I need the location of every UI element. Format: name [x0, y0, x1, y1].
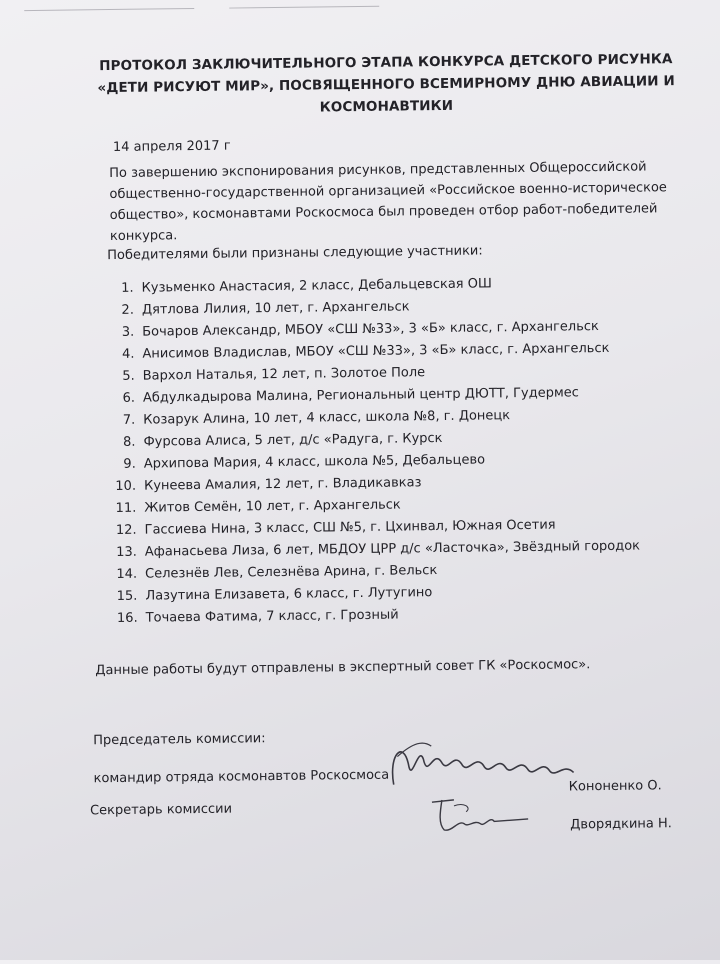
winners-list: [106, 271, 670, 630]
list-item: 2. Дятлова Лилия, 10 лет, г. Архангельск: [121, 299, 410, 318]
list-item: 6. Абдулкадырова Малина, Региональный центр ДЮТТ, Гудермес: [122, 385, 579, 406]
list-item: 12. Гассиева Нина, 3 класс, СШ №5, г. Цхинвал, Южная Осетия: [115, 517, 556, 538]
top-edge-line: [24, 8, 194, 11]
list-item: 16. Точаева Фатима, 7 класс, г. Грозный: [116, 607, 399, 626]
list-item: 14. Селезнёв Лев, Селезнёва Арина, г. Вельск: [116, 563, 438, 582]
list-item: 15. Лазутина Елизавета, 6 класс, г. Лутугино: [116, 585, 433, 604]
secretary-signature: [424, 793, 535, 839]
list-item: 4. Анисимов Владислав, МБОУ «СШ №33», 3 «Б» класс, г. Архангельск: [121, 340, 610, 362]
intro-paragraph: По завершению экспонирования рисунков, представленных Общероссийской общественно-государственной организацией «Российское военно-историческое общество», космонавтами Роскосмоса был проведен отбор работ-победителей конкурса.: [109, 159, 667, 245]
top-edge-line: [229, 6, 379, 9]
list-item: 11. Житов Семён, 10 лет, г. Архангельск: [115, 497, 401, 516]
list-item: 3. Бочаров Александр, МБОУ «СШ №33», 3 «Б» класс, г. Архангельск: [121, 319, 599, 340]
list-item: 8. Фурсова Алиса, 5 лет, д/с «Радуга, г. Курск: [123, 430, 443, 450]
list-item: 7. Козарук Алина, 10 лет, 4 класс, школа №8, г. Донецк: [122, 408, 511, 428]
secretary-name: Дворядкина Н.: [570, 816, 672, 833]
secretary-label: Секретарь комиссии: [89, 801, 233, 819]
document-title: ПРОТОКОЛ ЗАКЛЮЧИТЕЛЬНОГО ЭТАПА КОНКУРСА ДЕТСКОГО РИСУНКА «ДЕТИ РИСУЮТ МИР», ПОСВЯЩЕННОГО ВСЕМИРНОМУ ДНЮ АВИАЦИИ И КОСМОНАВТИКИ: [97, 51, 675, 116]
chair-label: Председатель комиссии:: [93, 731, 266, 749]
document-date: 14 апреля 2017 г: [112, 138, 231, 155]
sent-note: Данные работы будут отправлены в экспертный совет ГК «Роскосмос».: [95, 657, 591, 679]
chair-name: Кононенко О.: [568, 778, 662, 795]
winners-heading: Победителями были признаны следующие участники:: [107, 243, 483, 264]
list-item: 13. Афанасьева Лиза, 6 лет, МБДОУ ЦРР д/с «Ласточка», Звёздный городок: [116, 538, 641, 560]
list-item: 5. Вархол Наталья, 12 лет, п. Золотое Поле: [122, 365, 426, 384]
list-item: 10. Кунеева Амалия, 12 лет, г. Владикавказ: [115, 475, 422, 494]
chair-signature: [383, 732, 584, 794]
list-item: 9. Архипова Мария, 4 класс, школа №5, Дебальцево: [123, 452, 486, 472]
list-item: 1. Кузьменко Анастасия, 2 класс, Дебальцевская ОШ: [121, 276, 492, 296]
commander-title: командир отряда космонавтов Роскосмоса: [93, 767, 390, 787]
